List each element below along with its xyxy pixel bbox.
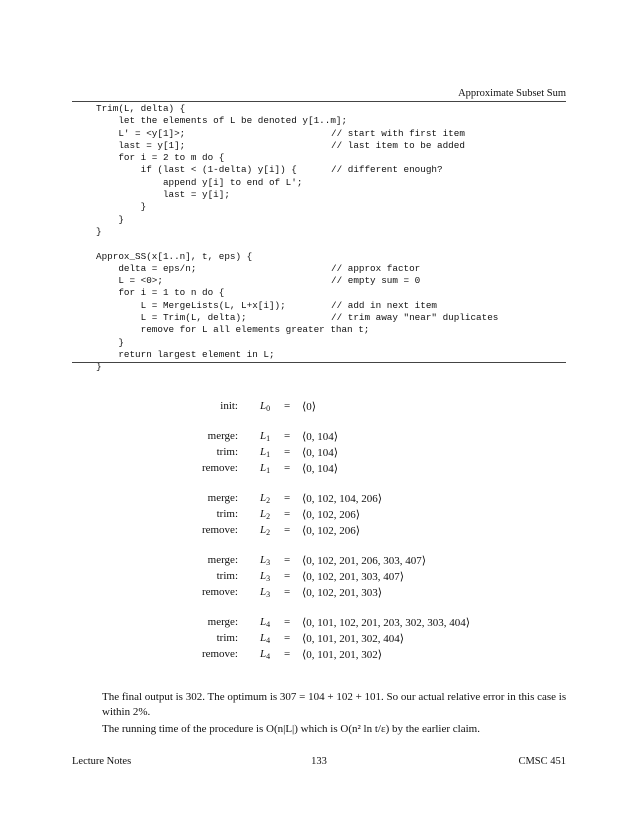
- code-text: remove for L all elements greater than t;: [96, 324, 370, 336]
- trace-row: [0, 616, 638, 632]
- code-text: last = y[i];: [96, 189, 230, 201]
- header-rule: [72, 101, 566, 102]
- list-variable: [260, 570, 270, 583]
- code-text: }: [96, 201, 147, 213]
- step-label: remove:: [201, 586, 238, 598]
- trace-row: [0, 586, 638, 602]
- code-line: [96, 312, 499, 324]
- list-variable-index: 2: [266, 528, 271, 537]
- code-line: [96, 164, 443, 176]
- code-line: [96, 103, 369, 115]
- list-variable-name: L: [260, 462, 267, 474]
- code-line: [96, 115, 369, 127]
- trace-group: [0, 492, 638, 540]
- list-variable-name: L: [260, 616, 267, 628]
- code-line: [96, 226, 369, 238]
- list-variable-index: 2: [266, 496, 271, 505]
- trace-row: [0, 446, 638, 462]
- code-comment: // different enough?: [331, 164, 443, 176]
- trace-row: [0, 524, 638, 540]
- list-variable: [260, 492, 270, 505]
- equals-sign: =: [284, 524, 291, 536]
- code-text: L = <0>;: [96, 275, 163, 287]
- code-text: L' = <y[1]>;: [96, 127, 186, 139]
- list-value: ⟨0, 104⟩: [302, 463, 339, 475]
- list-value: ⟨0, 101, 201, 302, 404⟩: [302, 633, 405, 645]
- list-variable-index: 3: [266, 590, 271, 599]
- code-line: [96, 324, 369, 336]
- code-line: [96, 349, 369, 361]
- code-line: [96, 214, 369, 226]
- list-variable-index: 3: [266, 574, 271, 583]
- equals-sign: =: [284, 554, 291, 566]
- trace-row: [0, 508, 638, 524]
- paragraph-final-output: The final output is 302. The optimum is 307 = 104 + 102 + 101. So our actual relative error in this case is within 2%.: [102, 691, 567, 718]
- list-value: ⟨0⟩: [302, 401, 317, 413]
- code-line: [96, 127, 465, 140]
- code-line: [96, 299, 438, 312]
- step-label: trim:: [216, 446, 238, 458]
- list-value: ⟨0, 101, 102, 201, 203, 302, 303, 404⟩: [302, 617, 471, 629]
- code-line: [96, 139, 465, 152]
- code-text: Trim(L, delta) {: [96, 103, 186, 114]
- code-text: Approx_SS(x[1..n], t, eps) {: [96, 250, 253, 262]
- step-label: trim:: [216, 570, 238, 582]
- list-value: ⟨0, 102, 206⟩: [302, 525, 361, 537]
- list-variable-index: 4: [266, 652, 271, 661]
- code-comment: // approx factor: [331, 262, 421, 274]
- list-variable-index: 0: [266, 404, 271, 413]
- code-text: return largest element in L;: [96, 348, 275, 360]
- code-comment: // add in next item: [331, 299, 438, 311]
- list-variable-name: L: [260, 446, 267, 458]
- footer-left: Lecture Notes: [72, 756, 132, 767]
- code-line: [96, 152, 369, 164]
- list-value: ⟨0, 102, 206⟩: [302, 509, 361, 521]
- trace-table: [0, 400, 638, 664]
- list-variable-index: 1: [266, 434, 271, 443]
- step-label: merge:: [207, 554, 238, 566]
- code-comment: // start with first item: [331, 127, 465, 139]
- step-label: remove:: [201, 524, 238, 536]
- code-comment: // empty sum = 0: [331, 275, 421, 287]
- code-line: [96, 251, 369, 263]
- code-text: }: [96, 336, 124, 348]
- list-variable-index: 2: [266, 512, 271, 521]
- step-label: merge:: [207, 430, 238, 442]
- list-variable-name: L: [260, 492, 267, 504]
- footer-right: CMSC 451: [518, 756, 566, 767]
- step-label: trim:: [216, 508, 238, 520]
- list-variable: [260, 430, 270, 443]
- code-line: [96, 275, 421, 287]
- code-text: for i = 1 to n do {: [96, 287, 225, 299]
- equals-sign: =: [284, 400, 291, 412]
- equals-sign: =: [284, 570, 291, 582]
- list-value: ⟨0, 104⟩: [302, 447, 339, 459]
- list-variable: [260, 554, 270, 567]
- list-variable: [260, 616, 270, 629]
- code-text: L = MergeLists(L, L+x[i]);: [96, 299, 286, 311]
- list-variable-index: 3: [266, 558, 271, 567]
- code-text: }: [96, 213, 124, 225]
- paragraph-running-time: The running time of the procedure is O(n|L|) which is O(n² ln t/ε) by the earlier claim.: [102, 723, 480, 735]
- list-variable-index: 4: [266, 620, 271, 629]
- step-label: trim:: [216, 632, 238, 644]
- equals-sign: =: [284, 632, 291, 644]
- code-text: last = y[1];: [96, 139, 186, 151]
- code-line: [96, 201, 369, 213]
- step-label: init:: [220, 400, 238, 412]
- list-variable: [260, 632, 270, 645]
- trace-group: [0, 616, 638, 664]
- equals-sign: =: [284, 508, 291, 520]
- list-variable: [260, 586, 270, 599]
- code-text: let the elements of L be denoted y[1..m];: [96, 115, 348, 127]
- code-line: [96, 361, 369, 373]
- trace-row: [0, 648, 638, 664]
- list-variable-name: L: [260, 524, 267, 536]
- equals-sign: =: [284, 462, 291, 474]
- list-value: ⟨0, 101, 201, 302⟩: [302, 649, 383, 661]
- code-comment: // trim away "near" duplicates: [331, 312, 499, 324]
- list-variable: [260, 524, 270, 537]
- code-text: delta = eps/n;: [96, 262, 197, 274]
- trace-row: [0, 554, 638, 570]
- list-variable: [260, 400, 270, 413]
- step-label: merge:: [207, 492, 238, 504]
- trace-row: [0, 632, 638, 648]
- trace-group: [0, 430, 638, 478]
- list-value: ⟨0, 102, 201, 206, 303, 407⟩: [302, 555, 427, 567]
- list-variable-index: 4: [266, 636, 271, 645]
- equals-sign: =: [284, 648, 291, 660]
- code-text: if (last < (1-delta) y[i]) {: [96, 164, 297, 176]
- list-variable-name: L: [260, 648, 267, 660]
- list-variable-name: L: [260, 400, 267, 412]
- list-value: ⟨0, 102, 201, 303⟩: [302, 587, 383, 599]
- step-label: merge:: [207, 616, 238, 628]
- trace-row: [0, 430, 638, 446]
- step-label: remove:: [201, 648, 238, 660]
- code-comment: // last item to be added: [331, 139, 465, 151]
- trace-group: [0, 400, 638, 416]
- trace-row: [0, 570, 638, 586]
- list-variable-index: 1: [266, 450, 271, 459]
- code-line: [96, 238, 369, 250]
- code-text: }: [96, 361, 102, 373]
- list-value: ⟨0, 102, 201, 303, 407⟩: [302, 571, 405, 583]
- code-text: append y[i] to end of L';: [96, 176, 303, 188]
- list-variable-name: L: [260, 586, 267, 598]
- list-value: ⟨0, 104⟩: [302, 431, 339, 443]
- code-line: [96, 189, 369, 201]
- list-value: ⟨0, 102, 104, 206⟩: [302, 493, 383, 505]
- code-line: [96, 337, 369, 349]
- code-text: }: [96, 225, 102, 237]
- equals-sign: =: [284, 586, 291, 598]
- list-variable: [260, 446, 270, 459]
- equals-sign: =: [284, 616, 291, 628]
- list-variable-name: L: [260, 632, 267, 644]
- code-text: L = Trim(L, delta);: [96, 312, 247, 324]
- list-variable-name: L: [260, 554, 267, 566]
- list-variable: [260, 508, 270, 521]
- code-text: for i = 2 to m do {: [96, 152, 225, 164]
- list-variable-name: L: [260, 570, 267, 582]
- trace-row: [0, 492, 638, 508]
- equals-sign: =: [284, 492, 291, 504]
- list-variable-name: L: [260, 508, 267, 520]
- code-listing: [96, 103, 499, 374]
- equals-sign: =: [284, 446, 291, 458]
- list-variable: [260, 462, 270, 475]
- code-bottom-rule: [72, 362, 566, 363]
- trace-group: [0, 554, 638, 602]
- equals-sign: =: [284, 430, 291, 442]
- running-header: Approximate Subset Sum: [458, 88, 566, 99]
- trace-row: [0, 462, 638, 478]
- trace-row: [0, 400, 638, 416]
- list-variable: [260, 648, 270, 661]
- code-line: [96, 287, 369, 299]
- list-variable-index: 1: [266, 466, 271, 475]
- code-line: [96, 262, 421, 275]
- code-line: [96, 177, 369, 189]
- list-variable-name: L: [260, 430, 267, 442]
- step-label: remove:: [201, 462, 238, 474]
- footer-page-number: 133: [311, 756, 327, 767]
